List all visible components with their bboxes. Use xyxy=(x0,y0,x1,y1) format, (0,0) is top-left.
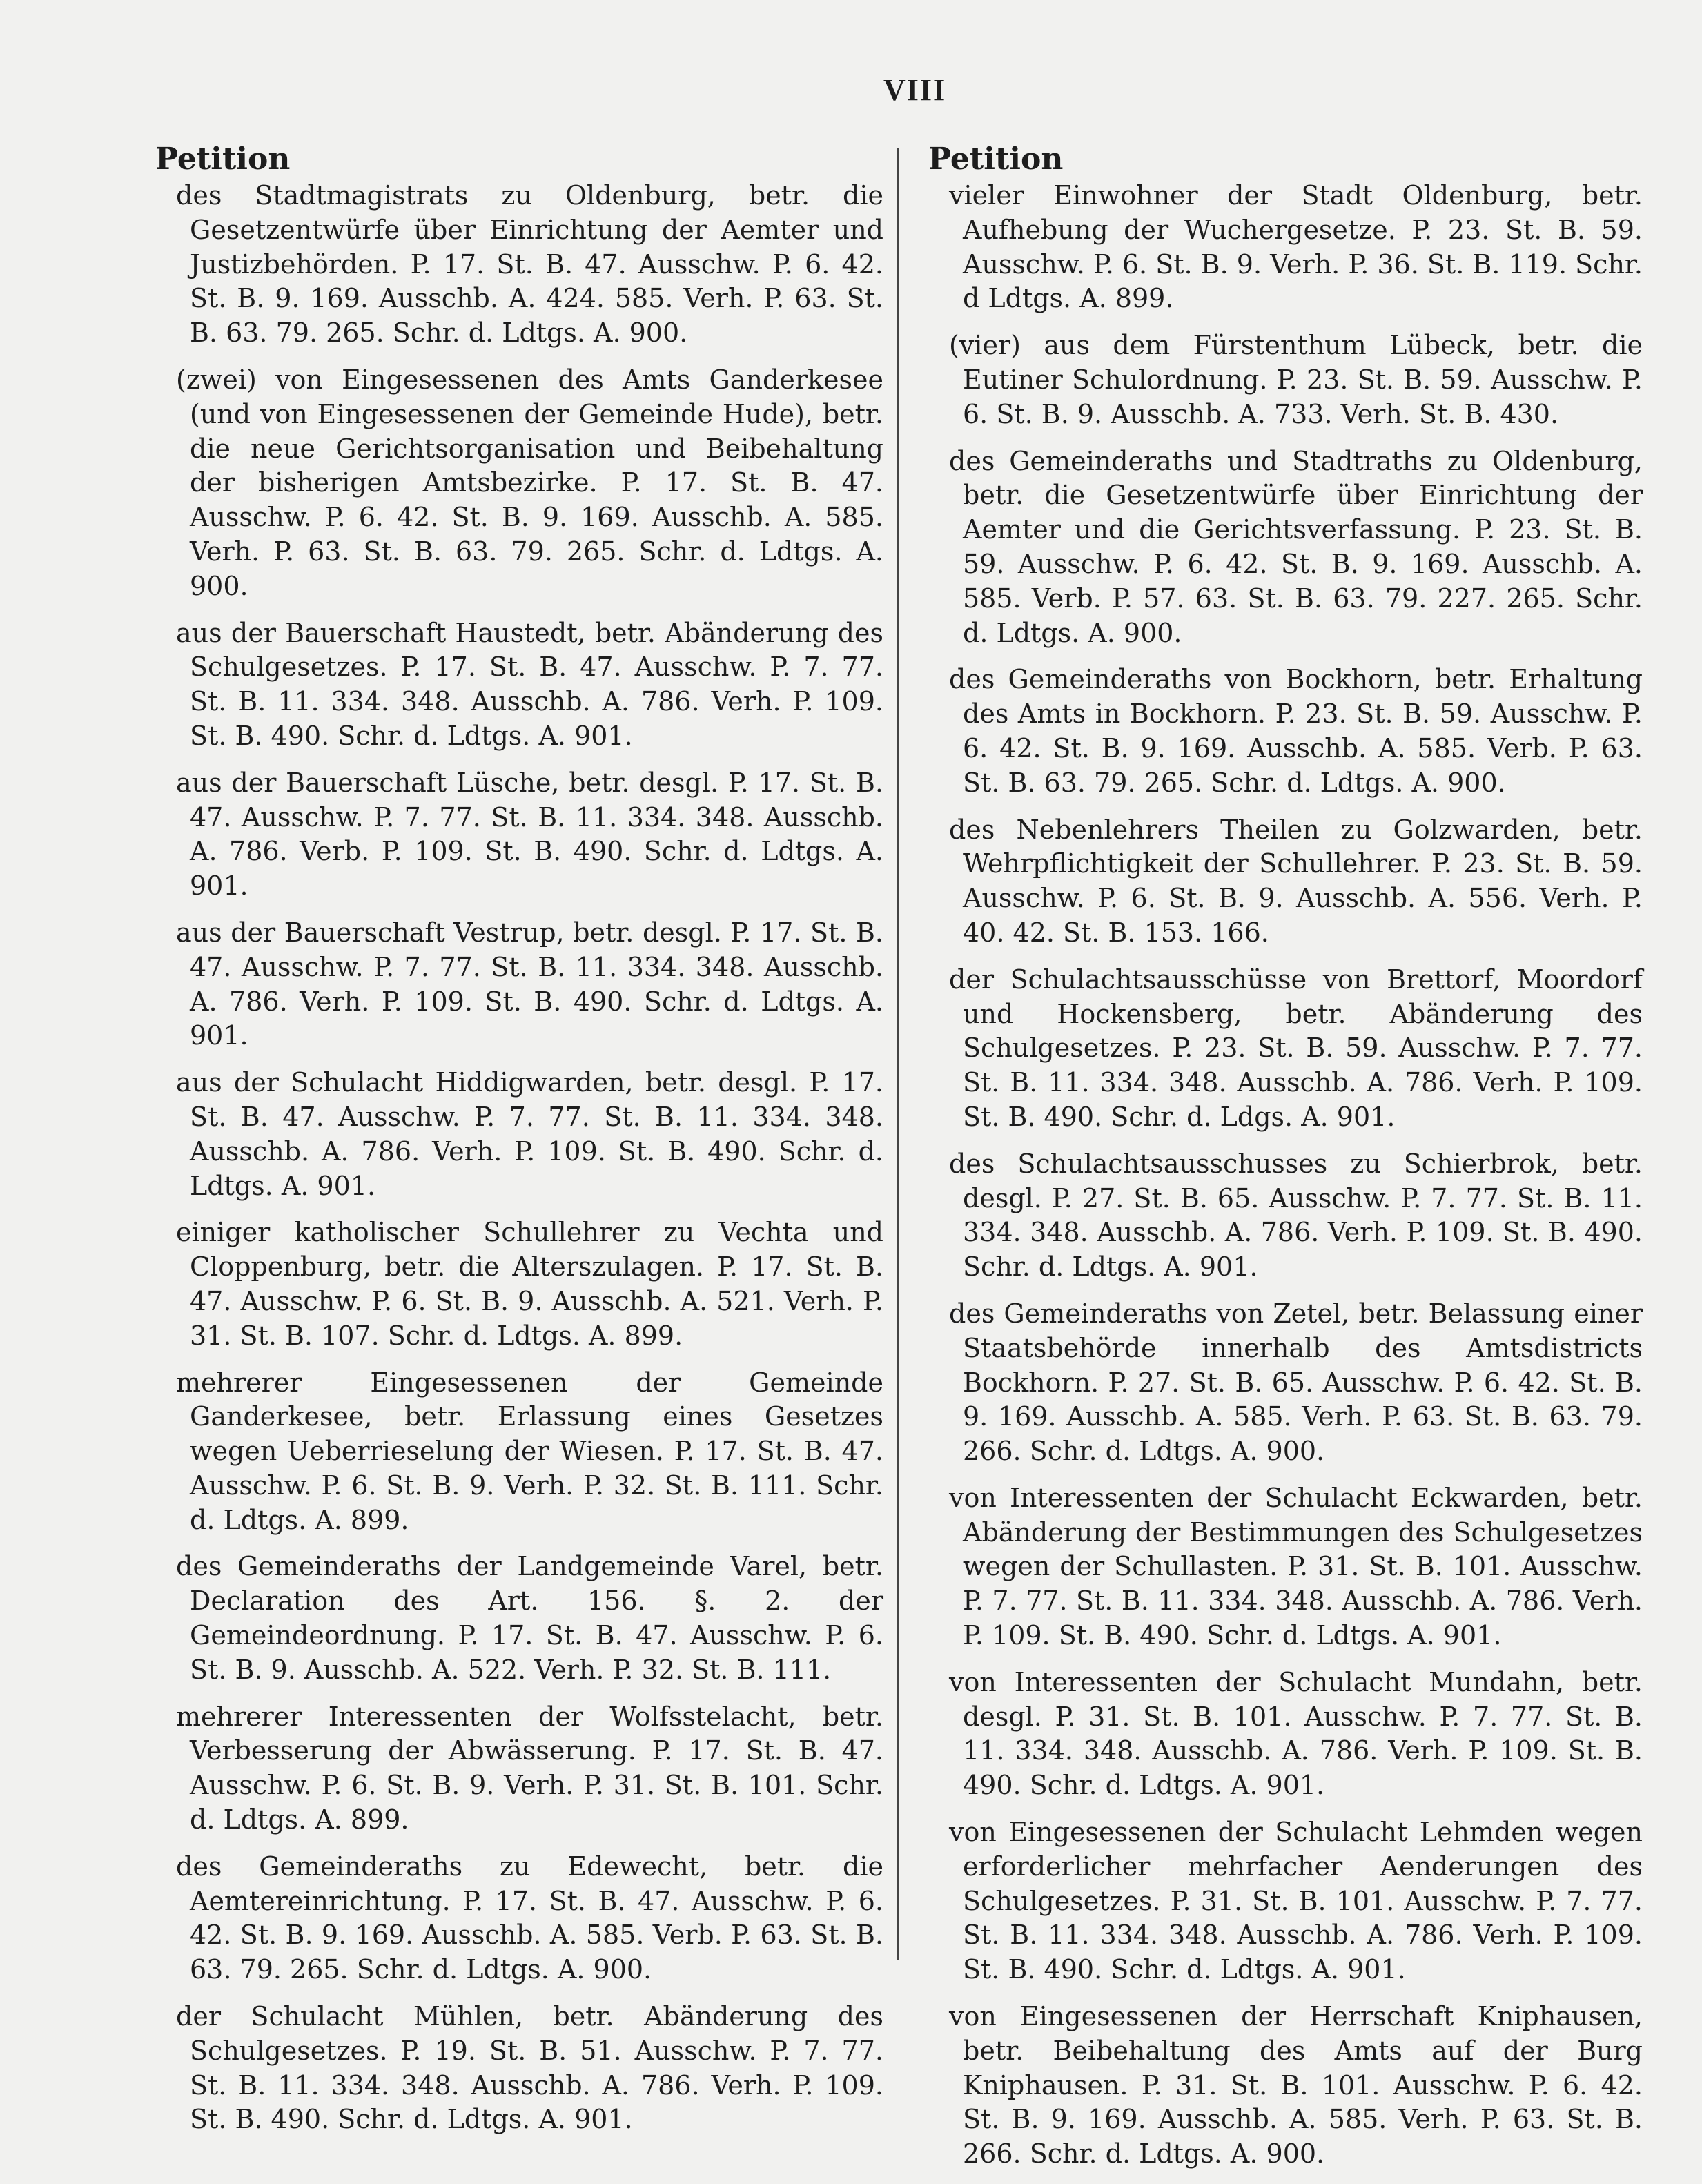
index-entry: des Nebenlehrers Theilen zu Golzwarden, betr. Wehrpflichtigkeit der Schullehrer. P. 23. St. B. 59. Ausschw. P. 6. St. B. 9. Ausschb. A. 556. Verh. P. 40. 42. St. B. 153. 166. xyxy=(949,814,1643,948)
index-entry: aus der Bauerschaft Haustedt, betr. Abänderung des Schulgesetzes. P. 17. St. B. 47. Ausschw. P. 7. 77. St. B. 11. 334. 348. Ausschb. A. 786. Verh. P. 109. St. B. 490. Schr. d. Ldtgs. A. 901. xyxy=(176,617,883,751)
index-entry: des Gemeinderaths und Stadtraths zu Oldenburg, betr. die Gesetzentwürfe über Einrichtung der Aemter und die Gerichtsverfassung. P. 23. St. B. 59. Ausschw. P. 6. 42. St. B. 9. 169. Ausschb. A. 585. Verb. P. 57. 63. St. B. 63. 79. 227. 265. Schr. d. Ldtgs. A. 900. xyxy=(949,445,1643,648)
index-entry: von Eingesessenen der Herrschaft Kniphausen, betr. Beibehaltung des Amts auf der Burg Kniphausen. P. 31. St. B. 101. Ausschw. P. 6. 42. St. B. 9. 169. Ausschb. A. 585. Verh. P. 63. St. B. 266. Schr. d. Ldtgs. A. 900. xyxy=(949,2001,1643,2170)
index-entry: von Eingesessenen der Schulacht Lehmden wegen erforderlicher mehrfacher Aenderungen des Schulgesetzes. P. 31. St. B. 101. Ausschw. P. 7. 77. St. B. 11. 334. 348. Ausschb. A. 786. Verh. P. 109. St. B. 490. Schr. d. Ldtgs. A. 901. xyxy=(949,1817,1643,1985)
index-entry: von Interessenten der Schulacht Mundahn, betr. desgl. P. 31. St. B. 101. Ausschw. P. 7. 77. St. B. 11. 334. 348. Ausschb. A. 786. Verh. P. 109. St. B. 490. Schr. d. Ldtgs. A. 901. xyxy=(949,1666,1643,1801)
index-entry: (zwei) von Eingesessenen des Amts Ganderkesee (und von Eingesessenen der Gemeinde Hude), betr. die neue Gerichtsorganisation und Beibehaltung der bisherigen Amtsbezirke. P. 17. St. B. 47. Ausschw. P. 6. 42. St. B. 9. 169. Ausschb. A. 585. Verh. P. 63. St. B. 63. 79. 265. Schr. d. Ldtgs. A. 900. xyxy=(176,364,883,601)
index-entry: vieler Einwohner der Stadt Oldenburg, betr. Aufhebung der Wuchergesetze. P. 23. St. B. 59. Ausschw. P. 6. St. B. 9. Verh. P. 36. St. B. 119. Schr. d Ldtgs. A. 899. xyxy=(949,180,1643,314)
left-column-heading: Petition xyxy=(155,142,291,177)
index-entry: (vier) aus dem Fürstenthum Lübeck, betr. die Eutiner Schulordnung. P. 23. St. B. 59. Ausschw. P. 6. St. B. 9. Ausschb. A. 733. Verh. St. B. 430. xyxy=(949,330,1643,429)
index-entry: des Schulachtsausschusses zu Schierbrok, betr. desgl. P. 27. St. B. 65. Ausschw. P. 7. 77. St. B. 11. 334. 348. Ausschb. A. 786. Verh. P. 109. St. B. 490. Schr. d. Ldtgs. A. 901. xyxy=(949,1148,1643,1283)
index-entry: mehrerer Interessenten der Wolfsstelacht, betr. Verbesserung der Abwässerung. P. 17. St. B. 47. Ausschw. P. 6. St. B. 9. Verh. P. 31. St. B. 101. Schr. d. Ldtgs. A. 899. xyxy=(176,1701,883,1835)
index-entry: aus der Schulacht Hiddigwarden, betr. desgl. P. 17. St. B. 47. Ausschw. P. 7. 77. St. B. 11. 334. 348. Ausschb. A. 786. Verh. P. 109. St. B. 490. Schr. d. Ldtgs. A. 901. xyxy=(176,1067,883,1201)
index-entry: des Gemeinderaths von Zetel, betr. Belassung einer Staatsbehörde innerhalb des Amtsdistricts Bockhorn. P. 27. St. B. 65. Ausschw. P. 6. 42. St. B. 9. 169. Ausschb. A. 585. Verh. P. 63. St. B. 63. 79. 266. Schr. d. Ldtgs. A. 900. xyxy=(949,1298,1643,1467)
index-entry: einiger katholischer Schullehrer zu Vechta und Cloppenburg, betr. die Alterszulagen. P. 17. St. B. 47. Ausschw. P. 6. St. B. 9. Ausschb. A. 521. Verh. P. 31. St. B. 107. Schr. d. Ldtgs. A. 899. xyxy=(176,1217,883,1351)
index-entry: von Interessenten der Schulacht Eckwarden, betr. Abänderung der Bestimmungen des Schulgesetzes wegen der Schullasten. P. 31. St. B. 101. Ausschw. P. 7. 77. St. B. 11. 334. 348. Ausschb. A. 786. Verh. P. 109. St. B. 490. Schr. d. Ldtgs. A. 901. xyxy=(949,1482,1643,1651)
index-entry: des Gemeinderaths von Bockhorn, betr. Erhaltung des Amts in Bockhorn. P. 23. St. B. 59. Ausschw. P. 6. 42. St. B. 9. 169. Ausschb. A. 585. Verb. P. 63. St. B. 63. 79. 265. Schr. d. Ldtgs. A. 900. xyxy=(949,664,1643,798)
column-divider xyxy=(897,148,899,1960)
left-column xyxy=(155,142,883,2149)
index-entry: des Gemeinderaths der Landgemeinde Varel, betr. Declaration des Art. 156. §. 2. der Gemeindeordnung. P. 17. St. B. 47. Ausschw. P. 6. St. B. 9. Ausschb. A. 522. Verh. P. 32. St. B. 111. xyxy=(176,1551,883,1685)
index-entry: aus der Bauerschaft Vestrup, betr. desgl. P. 17. St. B. 47. Ausschw. P. 7. 77. St. B. 11. 334. 348. Ausschb. A. 786. Verh. P. 109. St. B. 490. Schr. d. Ldtgs. A. 901. xyxy=(176,917,883,1051)
index-entry: mehrerer Eingesessenen der Gemeinde Ganderkesee, betr. Erlassung eines Gesetzes wegen Ueberrieselung der Wiesen. P. 17. St. B. 47. Ausschw. P. 6. St. B. 9. Verh. P. 32. St. B. 111. Schr. d. Ldtgs. A. 899. xyxy=(176,1367,883,1535)
page-number: VIII xyxy=(883,73,947,107)
right-column xyxy=(928,142,1643,2184)
index-entry: des Stadtmagistrats zu Oldenburg, betr. die Gesetzentwürfe über Einrichtung der Aemter und Justizbehörden. P. 17. St. B. 47. Ausschw. P. 6. 42. St. B. 9. 169. Ausschb. A. 424. 585. Verh. P. 63. St. B. 63. 79. 265. Schr. d. Ldtgs. A. 900. xyxy=(176,180,883,349)
right-column-heading: Petition xyxy=(928,142,1064,177)
index-entry: aus der Bauerschaft Lüsche, betr. desgl. P. 17. St. B. 47. Ausschw. P. 7. 77. St. B. 11. 334. 348. Ausschb. A. 786. Verb. P. 109. St. B. 490. Schr. d. Ldtgs. A. 901. xyxy=(176,767,883,901)
index-entry: der Schulacht Mühlen, betr. Abänderung des Schulgesetzes. P. 19. St. B. 51. Ausschw. P. 7. 77. St. B. 11. 334. 348. Ausschb. A. 786. Verh. P. 109. St. B. 490. Schr. d. Ldtgs. A. 901. xyxy=(176,2001,883,2135)
index-entry: der Schulachtsausschüsse von Brettorf, Moordorf und Hockensberg, betr. Abänderung des Schulgesetzes. P. 23. St. B. 59. Ausschw. P. 7. 77. St. B. 11. 334. 348. Ausschb. A. 786. Verh. P. 109. St. B. 490. Schr. d. Ldgs. A. 901. xyxy=(949,964,1643,1132)
index-entry: des Gemeinderaths zu Edewecht, betr. die Aemtereinrichtung. P. 17. St. B. 47. Ausschw. P. 6. 42. St. B. 9. 169. Ausschb. A. 585. Verb. P. 63. St. B. 63. 79. 265. Schr. d. Ldtgs. A. 900. xyxy=(176,1851,883,1985)
